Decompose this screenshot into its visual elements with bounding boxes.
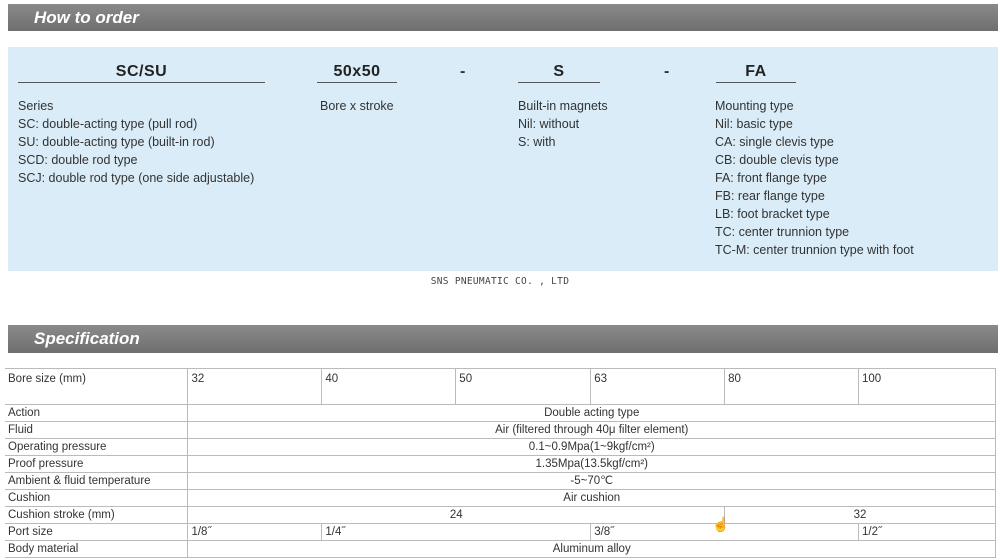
specification-table — [5, 368, 996, 558]
cushion-stroke-label: Cushion stroke (mm) — [5, 507, 188, 524]
table-row — [5, 439, 996, 456]
bore-size-cell: 63 — [591, 369, 725, 405]
bore-stroke-code: 50x50 — [333, 63, 381, 80]
mounting-option: FB: rear flange type — [715, 189, 825, 203]
mounting-description — [715, 97, 914, 259]
mounting-option: TC: center trunnion type — [715, 225, 850, 239]
bore-stroke-description — [320, 97, 394, 115]
magnet-description — [518, 97, 608, 151]
table-row — [5, 490, 996, 507]
mounting-option: TC-M: center trunnion type with foot — [715, 243, 914, 257]
mounting-code: FA — [745, 63, 767, 80]
company-name: SNS PNEUMATIC CO. , LTD — [430, 276, 570, 287]
table-row — [5, 369, 996, 405]
mounting-option: Nil: basic type — [715, 117, 793, 131]
series-option: SU: double-acting type (built-in rod) — [18, 135, 215, 149]
series-option: SCD: double rod type — [18, 153, 138, 167]
table-row — [5, 422, 996, 439]
mounting-title: Mounting type — [715, 99, 794, 113]
series-code: SC/SU — [115, 63, 168, 80]
series-option: SC: double-acting type (pull rod) — [18, 117, 198, 131]
specification-header: Specification — [8, 325, 998, 353]
magnet-option: S: with — [518, 135, 556, 149]
mounting-option: FA: front flange type — [715, 171, 827, 185]
hand-cursor-icon: ☝ — [712, 516, 730, 532]
table-row — [5, 456, 996, 473]
series-option: SCJ: double rod type (one side adjustable) — [18, 171, 255, 185]
bore-size-cell: 50 — [456, 369, 591, 405]
operating-pressure-value: 0.1~0.9Mpa(1~9kgf/cm²) — [188, 439, 996, 456]
port-size-value: 3/8˝ — [591, 524, 859, 541]
port-size-value: 1/2˝ — [859, 524, 996, 541]
bore-size-label: Bore size (mm) — [5, 369, 188, 405]
how-to-order-header: How to order — [8, 4, 998, 31]
fluid-label: Fluid — [5, 422, 188, 439]
bore-size-cell: 32 — [188, 369, 322, 405]
body-material-label: Body material — [5, 541, 188, 558]
action-value: Double acting type — [188, 405, 996, 422]
order-code-panel — [8, 47, 998, 271]
cushion-label: Cushion — [5, 490, 188, 507]
table-row — [5, 405, 996, 422]
separator-dash: - — [664, 63, 670, 80]
magnet-code: S — [553, 63, 565, 80]
action-label: Action — [5, 405, 188, 422]
magnet-code-underline — [518, 82, 600, 83]
table-row — [5, 507, 996, 524]
mounting-option: CB: double clevis type — [715, 153, 839, 167]
fluid-value: Air (filtered through 40μ filter element) — [188, 422, 996, 439]
table-row — [5, 473, 996, 490]
cushion-stroke-value: 24 — [188, 507, 725, 524]
proof-pressure-value: 1.35Mpa(13.5kgf/cm²) — [188, 456, 996, 473]
bore-stroke-code-underline — [317, 82, 397, 83]
separator-dash: - — [460, 63, 466, 80]
bore-size-cell: 100 — [859, 369, 996, 405]
table-row — [5, 524, 996, 541]
proof-pressure-label: Proof pressure — [5, 456, 188, 473]
operating-pressure-label: Operating pressure — [5, 439, 188, 456]
mounting-option: LB: foot bracket type — [715, 207, 830, 221]
magnet-title: Built-in magnets — [518, 99, 608, 113]
port-size-value: 1/4˝ — [322, 524, 591, 541]
port-size-value: 1/8˝ — [188, 524, 322, 541]
body-material-value: Aluminum alloy — [188, 541, 996, 558]
port-size-label: Port size — [5, 524, 188, 541]
series-title: Series — [18, 99, 54, 113]
cushion-stroke-value: 32 — [725, 507, 996, 524]
temperature-value: -5~70℃ — [188, 473, 996, 490]
cushion-value: Air cushion — [188, 490, 996, 507]
bore-size-cell: 40 — [322, 369, 456, 405]
mounting-code-underline — [716, 82, 796, 83]
temperature-label: Ambient & fluid temperature — [5, 473, 188, 490]
bore-size-cell: 80 — [725, 369, 859, 405]
bore-stroke-title: Bore x stroke — [320, 99, 394, 113]
series-description — [18, 97, 254, 187]
magnet-option: Nil: without — [518, 117, 580, 131]
mounting-option: CA: single clevis type — [715, 135, 834, 149]
series-code-underline — [18, 82, 265, 83]
table-row — [5, 541, 996, 558]
